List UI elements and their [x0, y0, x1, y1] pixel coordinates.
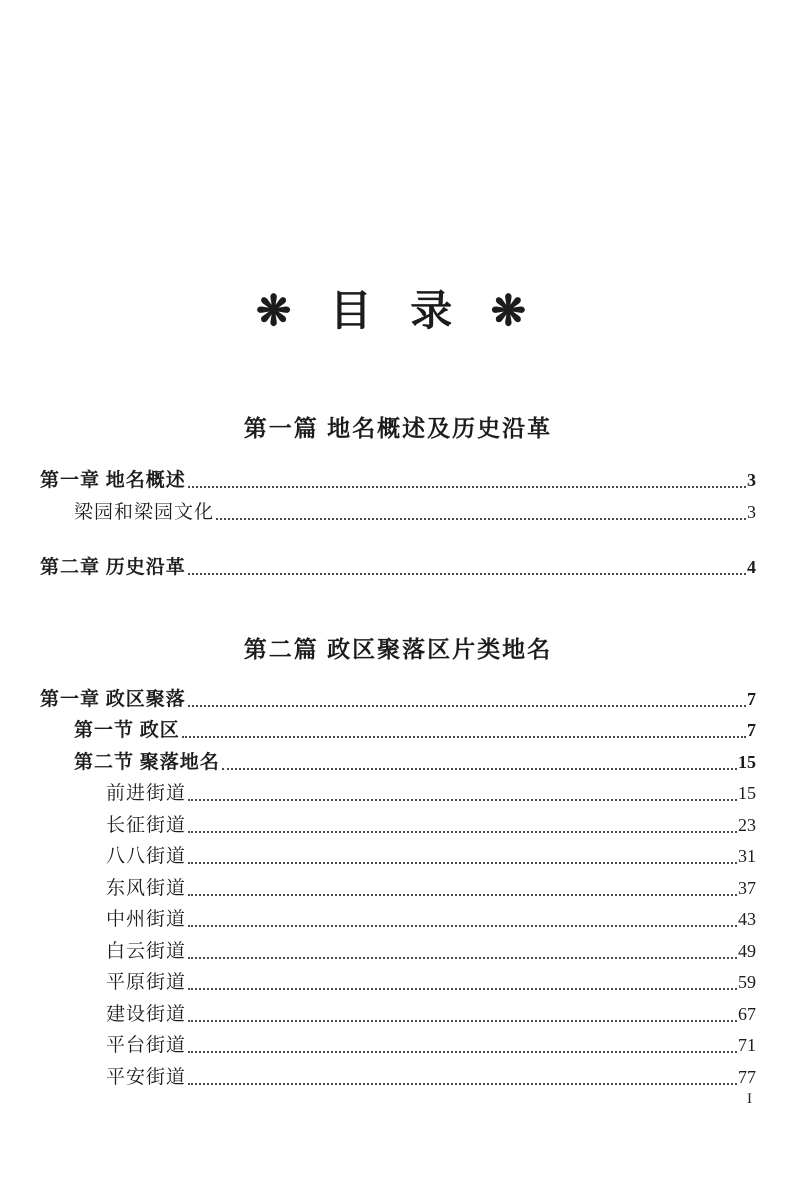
dot-leader — [222, 768, 737, 770]
toc-entry-label: 前进街道 — [106, 783, 187, 804]
toc-entry-label: 平台街道 — [106, 1035, 187, 1056]
toc-entry-page: 15 — [738, 783, 756, 803]
toc-entry-label: 第一章 政区聚落 — [40, 688, 186, 710]
toc-entry[interactable] — [106, 877, 756, 900]
toc-entry-page: 7 — [747, 688, 756, 709]
toc-entry-page: 71 — [738, 1035, 756, 1055]
toc-entry[interactable] — [106, 908, 756, 931]
toc-entry-label: 第二节 聚落地名 — [74, 751, 220, 773]
dot-leader — [216, 518, 746, 520]
dot-leader — [188, 862, 737, 864]
toc-entry-label: 平安街道 — [106, 1066, 187, 1088]
toc-entry-page: 59 — [738, 972, 756, 992]
toc-entry[interactable] — [40, 469, 756, 492]
toc-entry-label: 八八街道 — [106, 846, 187, 867]
dot-leader — [188, 831, 737, 833]
toc-entry-page: 3 — [747, 501, 756, 522]
toc-entry[interactable] — [106, 814, 756, 837]
toc-entry-label: 平原街道 — [106, 972, 187, 993]
toc-entry[interactable] — [106, 1066, 756, 1089]
dot-leader — [188, 486, 746, 488]
toc-entry-label: 长征街道 — [106, 814, 187, 836]
toc-entry-page: 37 — [738, 877, 756, 898]
toc-entry-page: 77 — [738, 1066, 756, 1087]
dot-leader — [188, 705, 746, 707]
toc-entry-page: 23 — [738, 814, 756, 835]
toc-part-title-2: 第二篇 政区聚落区片类地名 — [243, 635, 553, 662]
dot-leader — [188, 894, 737, 896]
toc-entry-page: 7 — [747, 720, 756, 740]
dot-leader — [188, 573, 746, 575]
toc-entry[interactable] — [106, 940, 756, 963]
toc-entry[interactable] — [106, 971, 756, 994]
dot-leader — [182, 736, 746, 738]
toc-entry-label: 东风街道 — [106, 877, 187, 899]
toc-entry-label: 白云街道 — [106, 940, 187, 962]
toc-entry-page: 31 — [738, 846, 756, 866]
dot-leader — [188, 1083, 737, 1085]
toc-entry-label: 第一章 地名概述 — [40, 470, 186, 491]
page-title: ❋ 目 录 ❋ — [256, 289, 540, 335]
dot-leader — [188, 957, 737, 959]
toc-entry[interactable] — [106, 1003, 756, 1026]
toc-entry[interactable] — [74, 751, 756, 774]
dot-leader — [188, 799, 737, 801]
toc-entry-label: 第二章 历史沿革 — [40, 556, 186, 578]
toc-entry-label: 第一节 政区 — [74, 720, 180, 741]
toc-entry[interactable] — [40, 556, 756, 579]
page-number: I — [747, 1091, 752, 1107]
toc-entry-page: 4 — [747, 556, 756, 577]
toc-entry[interactable] — [106, 782, 756, 805]
toc-entry[interactable] — [40, 688, 756, 711]
toc-entry-page: 67 — [738, 1003, 756, 1024]
dot-leader — [188, 925, 737, 927]
dot-leader — [188, 988, 737, 990]
toc-entry-page: 15 — [738, 751, 756, 772]
dot-leader — [188, 1051, 737, 1053]
toc-entry-page: 49 — [738, 940, 756, 961]
toc-entry[interactable] — [74, 719, 756, 742]
toc-entry-page: 43 — [738, 909, 756, 929]
toc-entry-page: 3 — [747, 470, 756, 490]
toc-entry[interactable] — [74, 501, 756, 524]
toc-entry[interactable] — [106, 1034, 756, 1057]
toc-part-title-1: 第一篇 地名概述及历史沿革 — [243, 415, 553, 441]
dot-leader — [188, 1020, 737, 1022]
toc-entry-label: 梁园和梁园文化 — [74, 501, 215, 523]
toc-entry-label: 建设街道 — [106, 1003, 187, 1025]
toc-entry-label: 中州街道 — [106, 909, 187, 930]
toc-entry[interactable] — [106, 845, 756, 868]
